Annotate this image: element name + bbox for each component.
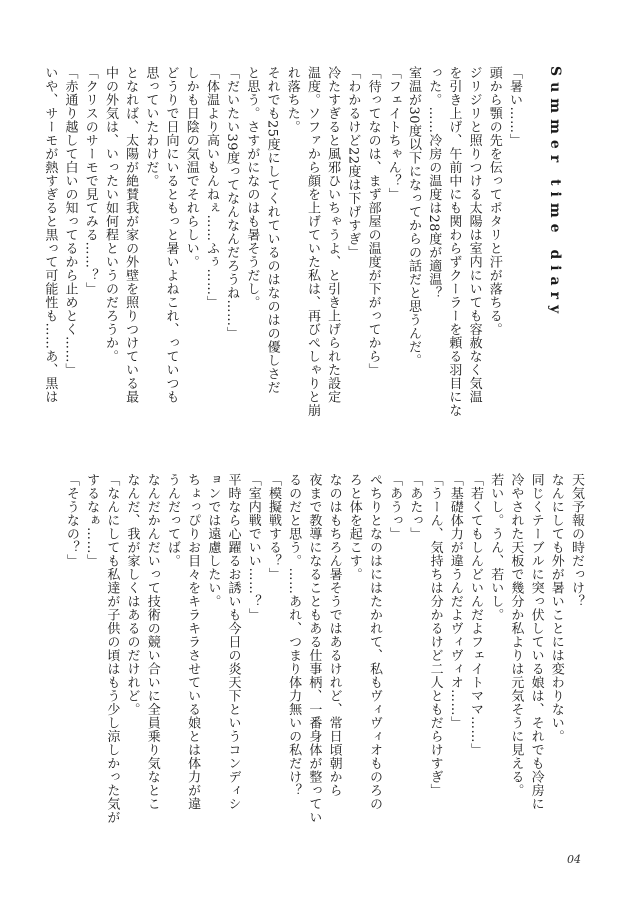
text-line: 夜まで教導になることもある仕事柄、一番身体が整ってい bbox=[306, 473, 322, 824]
text-line: 「あたっ」 bbox=[407, 473, 423, 541]
text-line: 「待ってなのは、まず部屋の温度が下がってから」 bbox=[365, 66, 381, 377]
text-line: 「フェイトちゃん？」 bbox=[385, 66, 401, 201]
text-line: 「わかるけど22度は下げすぎ」 bbox=[345, 66, 361, 260]
text-line: 「うーん、気持ちは分かるけど二人ともだらけすぎ」 bbox=[427, 473, 443, 797]
text-line: 中の外気は、いったい如何程というのだろうか。 bbox=[102, 66, 118, 363]
text-line: ろと体を起こす。 bbox=[346, 473, 362, 581]
text-line: 温度。ソファから顔を上げていた私は、再びぺしゃりと崩 bbox=[304, 66, 320, 417]
text-line: れ落ちた。 bbox=[284, 66, 300, 134]
text-line: 「模擬戦する？」 bbox=[265, 473, 281, 581]
text-line: いや、サーモが熱すぎると黒って可能性も……あ、黒は bbox=[42, 66, 58, 404]
text-block-top bbox=[42, 66, 524, 417]
text-line: 「クリスのサーモで見てみる……？」 bbox=[82, 66, 98, 296]
text-line: ぺちりとなのはにはたかれて、私もヴィヴィオものろの bbox=[366, 473, 382, 811]
text-line: ちょっぴりお目々をキラキラさせている娘とは体力が違 bbox=[185, 473, 201, 811]
text-line: 「体温より高いもんねぇ……ふぅ……」 bbox=[203, 66, 219, 309]
text-line: ジリジリと照りつける太陽は室内にいても容赦なく気温 bbox=[466, 66, 482, 404]
text-line: どうりで日向にいるともっと暑いよねこれ、っていつも bbox=[163, 66, 179, 404]
text-line: うんだってば。 bbox=[164, 473, 180, 568]
text-line: 「赤通り越して白いの知ってるから止めとく……」 bbox=[62, 66, 78, 377]
text-line: った。……冷房の温度は28度が適温？ bbox=[426, 66, 442, 300]
text-line: 「室内戦でいい……？」 bbox=[245, 473, 261, 622]
text-line: 天気予報の時だっけ？ bbox=[569, 473, 584, 608]
text-block-bottom bbox=[58, 473, 586, 824]
text-line: 冷やされた天板で幾分か私よりは元気そうに見える。 bbox=[508, 473, 524, 797]
text-line: 「なんにしても私達が子供の頃はもう少し涼しかった気が bbox=[104, 473, 120, 824]
text-line: 「暑い……」 bbox=[507, 66, 522, 147]
text-line: するなぁ……」 bbox=[84, 473, 100, 568]
text-line: 「基礎体力が違うんだよヴィヴィオ……」 bbox=[447, 473, 463, 730]
text-line: 「だいたい39度ってなんなんだろうね……」 bbox=[224, 66, 240, 341]
chapter-title: Summer time diary bbox=[547, 66, 563, 320]
text-line: 思っていたわけだ。 bbox=[143, 66, 159, 188]
text-line: るのだと思う。……あれ、つまり体力無いの私だけ？ bbox=[286, 473, 302, 797]
text-line: 頭から顎の先を伝ってポタリと汗が落ちる。 bbox=[486, 66, 502, 336]
text-line: と思う。さすがになのはも暑そうだし。 bbox=[244, 66, 260, 309]
text-line: 室温が30度以下になってからの話だと思うんだ。 bbox=[405, 66, 421, 368]
text-line: 冷たすぎると風邪ひいちゃうよ、と引き上げられた設定 bbox=[325, 66, 341, 404]
text-line: 「あうっ」 bbox=[387, 473, 403, 541]
text-line: 「若くてもしんどいんだよフェイトママ……」 bbox=[467, 473, 483, 757]
text-line: なのはもちろん暑そうではあるけれど、常日頃朝から bbox=[326, 473, 342, 797]
text-line: となれば、太陽が絶賛我が家の外壁を照りつけている最 bbox=[123, 66, 139, 404]
text-line: なんだ、我が家しくはあるのだけれど。 bbox=[124, 473, 140, 716]
page-number: 04 bbox=[567, 853, 581, 866]
text-line: 同じくテーブルに突っ伏している娘は、それでも冷房に bbox=[528, 473, 544, 811]
text-line: 若いし。うん、若いし。 bbox=[488, 473, 504, 622]
text-line: なんだかんだいって技術の競い合いに全員乗り気なとこ bbox=[144, 473, 160, 811]
text-line: ョンでは遠慮したい。 bbox=[205, 473, 221, 608]
text-line: 「そうなの？」 bbox=[63, 473, 79, 568]
text-line: それでも25度にしてくれているのはなのはの優しさだ bbox=[264, 66, 280, 395]
text-line: 平時なら心躍るお誘いも今日の炎天下というコンディシ bbox=[225, 473, 241, 811]
text-line: を引き上げ、午前中にも関わらずクーラーを頼る羽目にな bbox=[446, 66, 462, 417]
text-line: なんにしても外が暑いことには変わりない。 bbox=[548, 473, 564, 743]
text-line: しかも日陰の気温でそれらしい。 bbox=[183, 66, 199, 269]
